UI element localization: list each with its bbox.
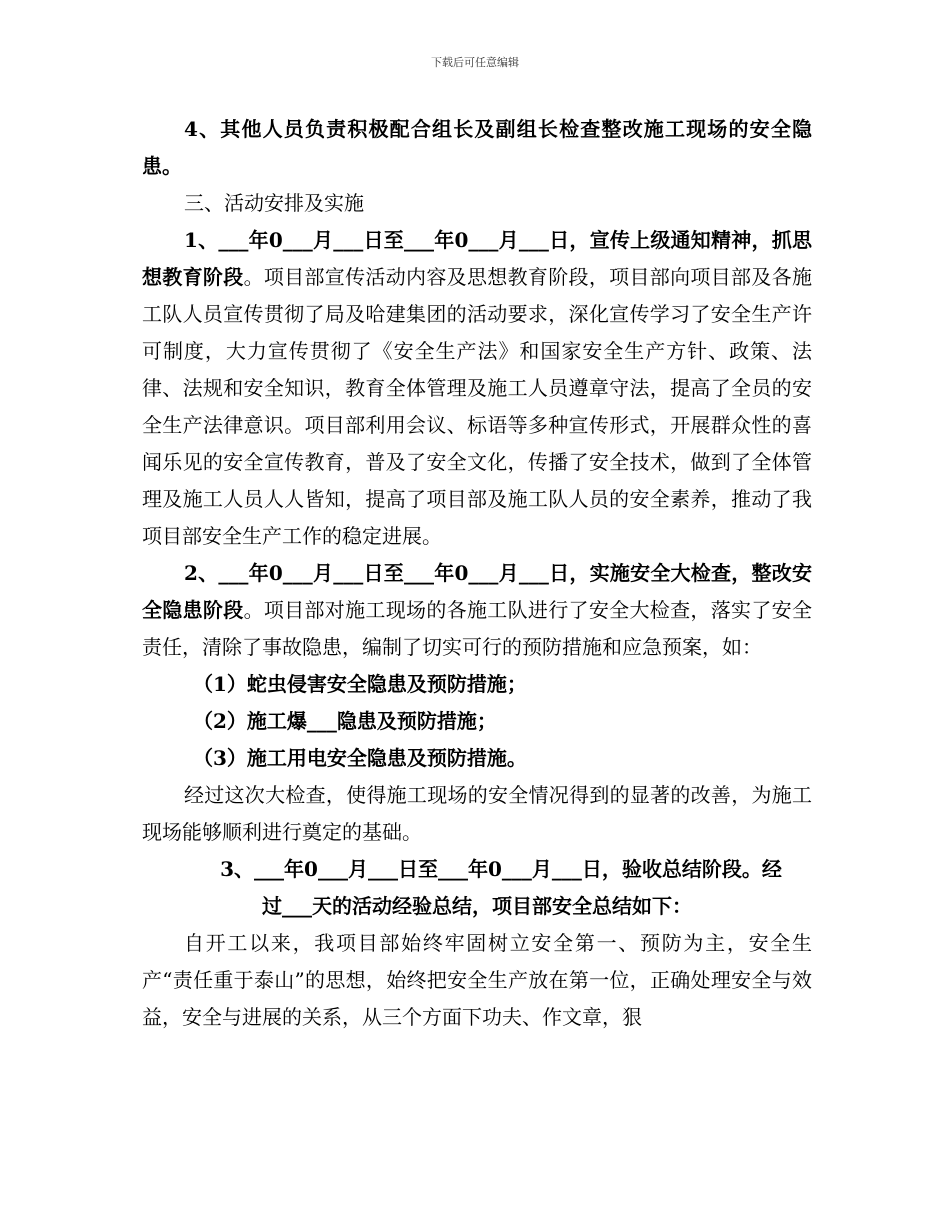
summary-paragraph: 自开工以来，我项目部始终牢固树立安全第一、预防为主，安全生产“责任重于泰山”的思想，始终把安全生产放在第一位，正确处理安全与效益，安全与进展的关系，从三个方面下功夫、作文章，狠 <box>142 931 812 1029</box>
measure-item-1: （1）蛇虫侵害安全隐患及预防措施； <box>193 672 527 696</box>
paragraph-member-duty: 4、其他人员负责积极配合组长及副组长检查整改施工现场的安全隐患。 <box>142 117 812 178</box>
stage-2-paragraph <box>142 555 812 666</box>
section-heading: 三、活动安排及实施 <box>184 191 364 215</box>
stage-3-title-line-1: 3、___年0___月___日至___年0___月___日，验收总结阶段。经 <box>220 857 782 881</box>
stage-2-text: 。项目部对施工现场的各施工队进行了安全大检查，落实了安全责任，清除了事故隐患，编制了切实可行的预防措施和应急预案，如： <box>142 598 812 659</box>
stage-3-title-line-2: 过___天的活动经验总结，项目部安全总结如下： <box>262 894 692 918</box>
stage-1-text: 。项目部宣传活动内容及思想教育阶段，项目部向项目部及各施工队人员宣传贯彻了局及哈建集团的活动要求，深化宣传学习了安全生产许可制度，大力宣传贯彻了《安全生产法》和国家安全生产方针、政策、法律、法规和安全知识，教育全体管理及施工人员遵章守法，提高了全员的安全生产法律意识。项目部利用会议、标语等多种宣传形式，开展群众性的喜闻乐见的安全宣传教育，普及了安全文化，传播了安全技术，做到了全体管理及施工人员人人皆知，提高了项目部及施工队人员的安全素养，推动了我项目部安全生产工作的稳定进展。 <box>142 265 812 548</box>
document-body <box>142 111 812 1036</box>
measure-item-3: （3）施工用电安全隐患及预防措施。 <box>193 746 527 770</box>
inspection-result-paragraph: 经过这次大检查，使得施工现场的安全情况得到的显著的改善，为施工现场能够顺利进行奠定的基础。 <box>142 783 812 844</box>
stage-2-title: 2、___年0___月___日至___年0___月___日，实施安全大检查，整改安全隐患阶段 <box>142 561 812 622</box>
page-header-note: 下载后可任意编辑 <box>431 56 519 69</box>
measure-item-2: （2）施工爆___隐患及预防措施； <box>193 709 497 733</box>
stage-1-paragraph <box>142 222 812 555</box>
stage-1-title: 1、___年0___月___日至___年0___月___日，宣传上级通知精神，抓思想教育阶段 <box>142 228 812 289</box>
